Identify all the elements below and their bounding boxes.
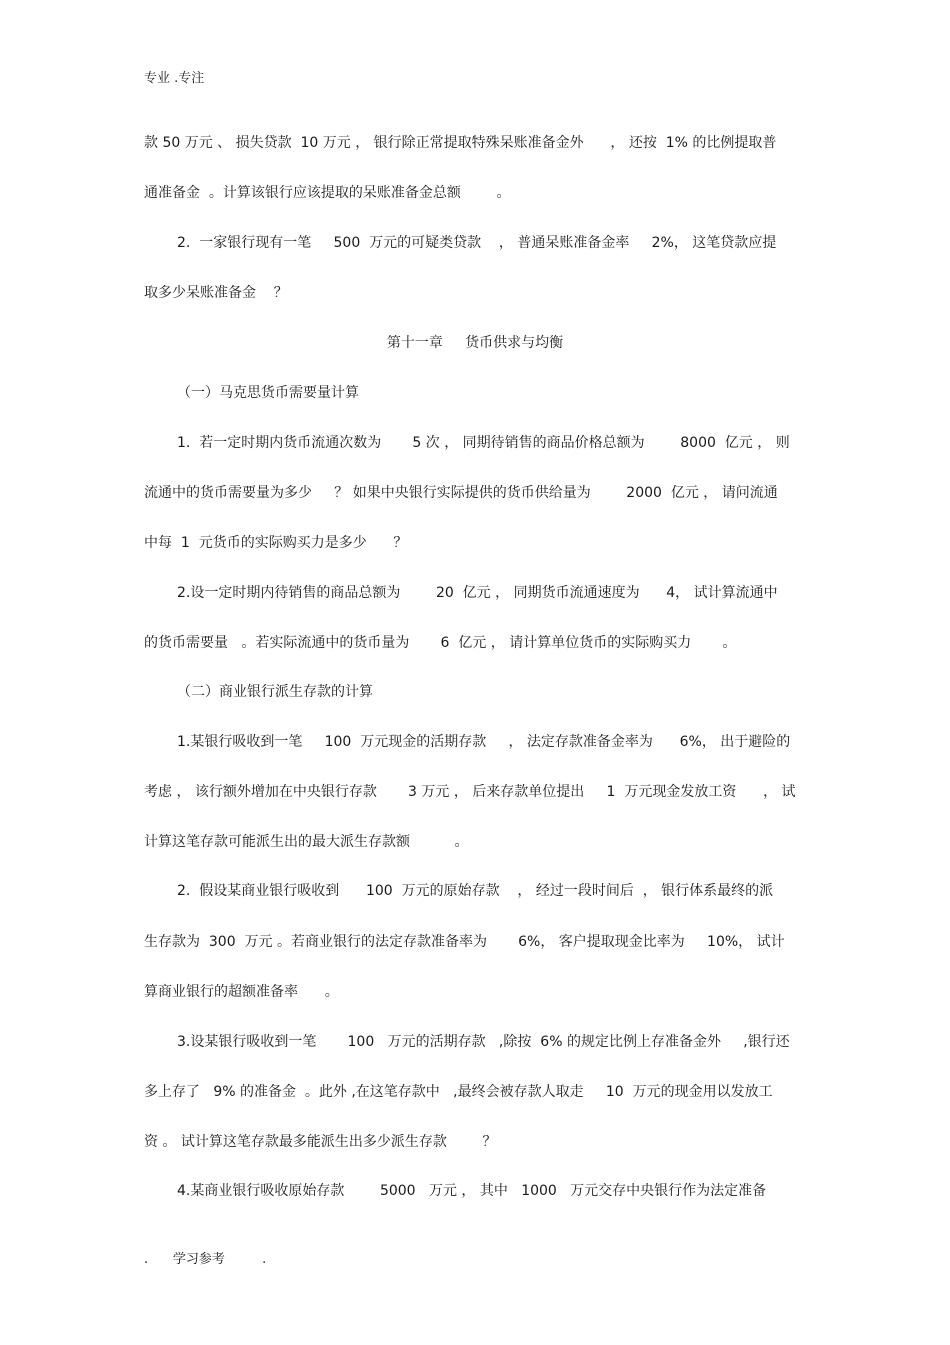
text-line: 取多少呆账准备金 ？ bbox=[144, 285, 288, 301]
text-line: 计算这笔存款可能派生出的最大派生存款额 。 bbox=[144, 834, 469, 850]
text-line: 流通中的货币需要量为多少 ？ 如果中央银行实际提供的货币供给量为 2000 亿元 ， 请问流通 bbox=[144, 485, 778, 501]
text-line: 2. 一家银行现有一笔 500 万元的可疑类贷款 ， 普通呆账准备金率 2%， 这笔贷款应提 bbox=[177, 235, 777, 251]
text-line: 考虑 ， 该行额外增加在中央银行存款 3 万元 ， 后来存款单位提出 1 万元现金发放工资 ， 试 bbox=[144, 784, 796, 800]
text-line: 1.某银行吸收到一笔 100 万元现金的活期存款 ， 法定存款准备金率为 6%， 出于避险的 bbox=[177, 734, 791, 750]
text-line: 的货币需要量 。若实际流通中的货币量为 6 亿元 ， 请计算单位货币的实际购买力 。 bbox=[144, 635, 737, 651]
page-header: 专业 .专注 bbox=[144, 71, 205, 86]
text-line: 生存款为 300 万元 。若商业银行的法定存款准备率为 6%， 客户提取现金比率为 10%， 试计 bbox=[144, 934, 785, 950]
text-line: 算商业银行的超额准备率 。 bbox=[144, 984, 339, 1000]
section-heading: （一）马克思货币需要量计算 bbox=[177, 385, 359, 401]
section-heading: （二）商业银行派生存款的计算 bbox=[177, 684, 373, 700]
text-line: 多上存了 9% 的准备金 。此外 ,在这笔存款中 ,最终会被存款人取走 10 万元的现金用以发放工 bbox=[144, 1084, 773, 1100]
text-line: 款 50 万元 、 损失贷款 10 万元 ， 银行除正常提取特殊呆账准备金外 ， 还按 1% 的比例提取普 bbox=[144, 135, 777, 151]
text-line: 中每 1 元货币的实际购买力是多少 ？ bbox=[144, 535, 408, 551]
text-line: 2. 假设某商业银行吸收到 100 万元的原始存款 ， 经过一段时间后 ， 银行体系最终的派 bbox=[177, 883, 774, 899]
text-line: 资 。 试计算这笔存款最多能派生出多少派生存款 ？ bbox=[144, 1134, 497, 1150]
page-footer: . 学习参考 . bbox=[144, 1252, 267, 1267]
text-line: 4.某商业银行吸收原始存款 5000 万元 ， 其中 1000 万元交存中央银行作为法定准备 bbox=[177, 1183, 767, 1199]
text-line: 1. 若一定时期内货币流通次数为 5 次 ， 同期待销售的商品价格总额为 8000 亿元 ， 则 bbox=[177, 435, 790, 451]
text-line: 2.设一定时期内待销售的商品总额为 20 亿元 ， 同期货币流通速度为 4， 试计算流通中 bbox=[177, 585, 778, 601]
text-line: 3.设某银行吸收到一笔 100 万元的活期存款 ,除按 6% 的规定比例上存准备金外 ,银行还 bbox=[177, 1034, 790, 1050]
chapter-title: 第十一章 货币供求与均衡 bbox=[386, 335, 564, 351]
text-line: 通准备金 。计算该银行应该提取的呆账准备金总额 。 bbox=[144, 185, 511, 201]
